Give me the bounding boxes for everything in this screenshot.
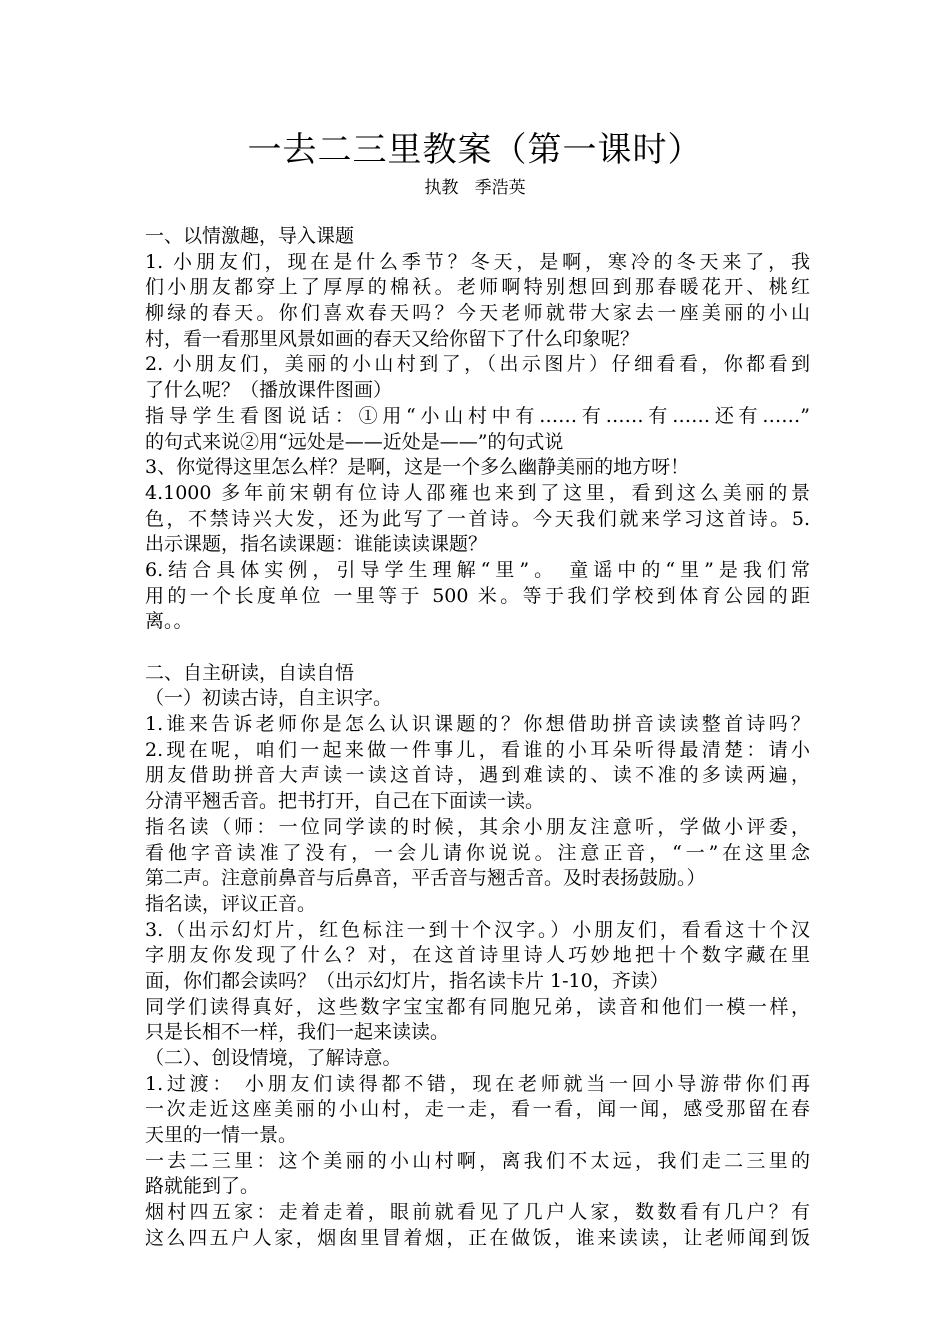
text-line: 色，不禁诗兴大发，还为此写了一首诗。今天我们就来学习这首诗。5. (145, 507, 810, 530)
text-line: 的句式来说②用“远处是——近处是——”的句式说 (145, 430, 564, 453)
text-line: 2. 小朋友们，美丽的小山村到了，（出示图片）仔细看看，你都看到 (145, 353, 810, 376)
text-line: 天里的一情一景。 (145, 1124, 298, 1147)
text-line: 面，你们都会读吗？（出示幻灯片，指名读卡片 1-10，齐读） (145, 969, 669, 992)
text-line: 这么四五户人家，烟囱里冒着烟，正在做饭，谁来读读，让老师闻到饭 (145, 1226, 810, 1249)
text-line: 1.谁来告诉老师你是怎么认识课题的？你想借助拼音读读整首诗吗？ (145, 713, 810, 736)
text-line: 3、你觉得这里怎么样？是啊，这是一个多么幽静美丽的地方呀！ (145, 456, 690, 479)
text-line: 只是长相不一样，我们一起来读读。 (145, 1021, 450, 1044)
text-line: 一去二三里：这个美丽的小山村啊，离我们不太远，我们走二三里的 (145, 1149, 810, 1172)
text-line: 离。。 (145, 610, 193, 633)
text-line: 同学们读得真好，这些数字宝宝都有同胞兄弟，读音和他们一模一样， (145, 995, 810, 1018)
text-line: 指名读，评议正音。 (145, 892, 317, 915)
text-line: 一次走近这座美丽的小山村，走一走，看一看，闻一闻，感受那留在春 (145, 1098, 810, 1121)
text-line: 看他字音读准了没有，一会儿请你说说。注意正音，“一”在这里念 (145, 841, 810, 864)
text-line: 3.（出示幻灯片，红色标注一到十个汉字。）小朋友们，看看这十个汉 (145, 918, 810, 941)
text-line: （一）初读古诗，自主识字。 (145, 687, 393, 710)
text-line: 4.1000 多年前宋朝有位诗人邵雍也来到了这里，看到这么美丽的景 (145, 481, 810, 504)
text-line: 二、自主研读，自读自悟 (145, 661, 355, 684)
text-line: （二）、创设情境，了解诗意。 (145, 1047, 402, 1069)
text-line: 6.结合具体实例，引导学生理解“里”。 童谣中的“里”是我们常 (145, 558, 810, 581)
text-line: 字朋友你发现了什么？对，在这首诗里诗人巧妙地把十个数字藏在里 (145, 944, 810, 967)
text-line: 1. 小朋友们，现在是什么季节？冬天，是啊，寒冷的冬天来了，我 (145, 250, 810, 273)
author-line: 执教 季浩英 (424, 178, 526, 198)
text-line: 第二声。注意前鼻音与后鼻音，平舌音与翘舌音。及时表扬鼓励。） (145, 867, 706, 890)
document-body (145, 224, 810, 1252)
page-title: 一去二三里教案（第一课时） (247, 130, 703, 170)
text-line: 2.现在呢，咱们一起来做一件事儿，看谁的小耳朵听得最清楚：请小 (145, 738, 810, 761)
text-line: 朋友借助拼音大声读一读这首诗，遇到难读的、读不准的多读两遍， (145, 764, 810, 787)
text-line: 了什么呢？（播放课件图画） (145, 379, 393, 402)
text-line: 用的一个长度单位 一里等于 500 米。等于我们学校到体育公园的距 (145, 584, 810, 607)
text-line: 村，看一看那里风景如画的春天又给你留下了什么印象呢？ (145, 327, 640, 350)
text-line: 一、以情激趣，导入课题 (145, 225, 355, 247)
text-line: 1.过渡： 小朋友们读得都不错，现在老师就当一回小导游带你们再 (145, 1072, 810, 1095)
text-line: 指导学生看图说话：①用“小山村中有……有……有……还有……” (145, 404, 810, 427)
text-line: 们小朋友都穿上了厚厚的棉袄。老师啊特别想回到那春暖花开、桃红 (145, 276, 810, 299)
text-line: 柳绿的春天。你们喜欢春天吗？今天老师就带大家去一座美丽的小山 (145, 302, 810, 325)
text-line: 路就能到了。 (145, 1175, 260, 1198)
blank-line (145, 635, 810, 661)
text-line: 分清平翘舌音。把书打开，自己在下面读一读。 (145, 790, 545, 813)
text-line: 指名读（师：一位同学读的时候，其余小朋友注意听，学做小评委， (145, 815, 810, 838)
text-line: 出示课题，指名读课题：谁能读读课题？ (145, 533, 488, 556)
text-line: 烟村四五家：走着走着，眼前就看见了几户人家，数数看有几户？有 (145, 1201, 810, 1224)
